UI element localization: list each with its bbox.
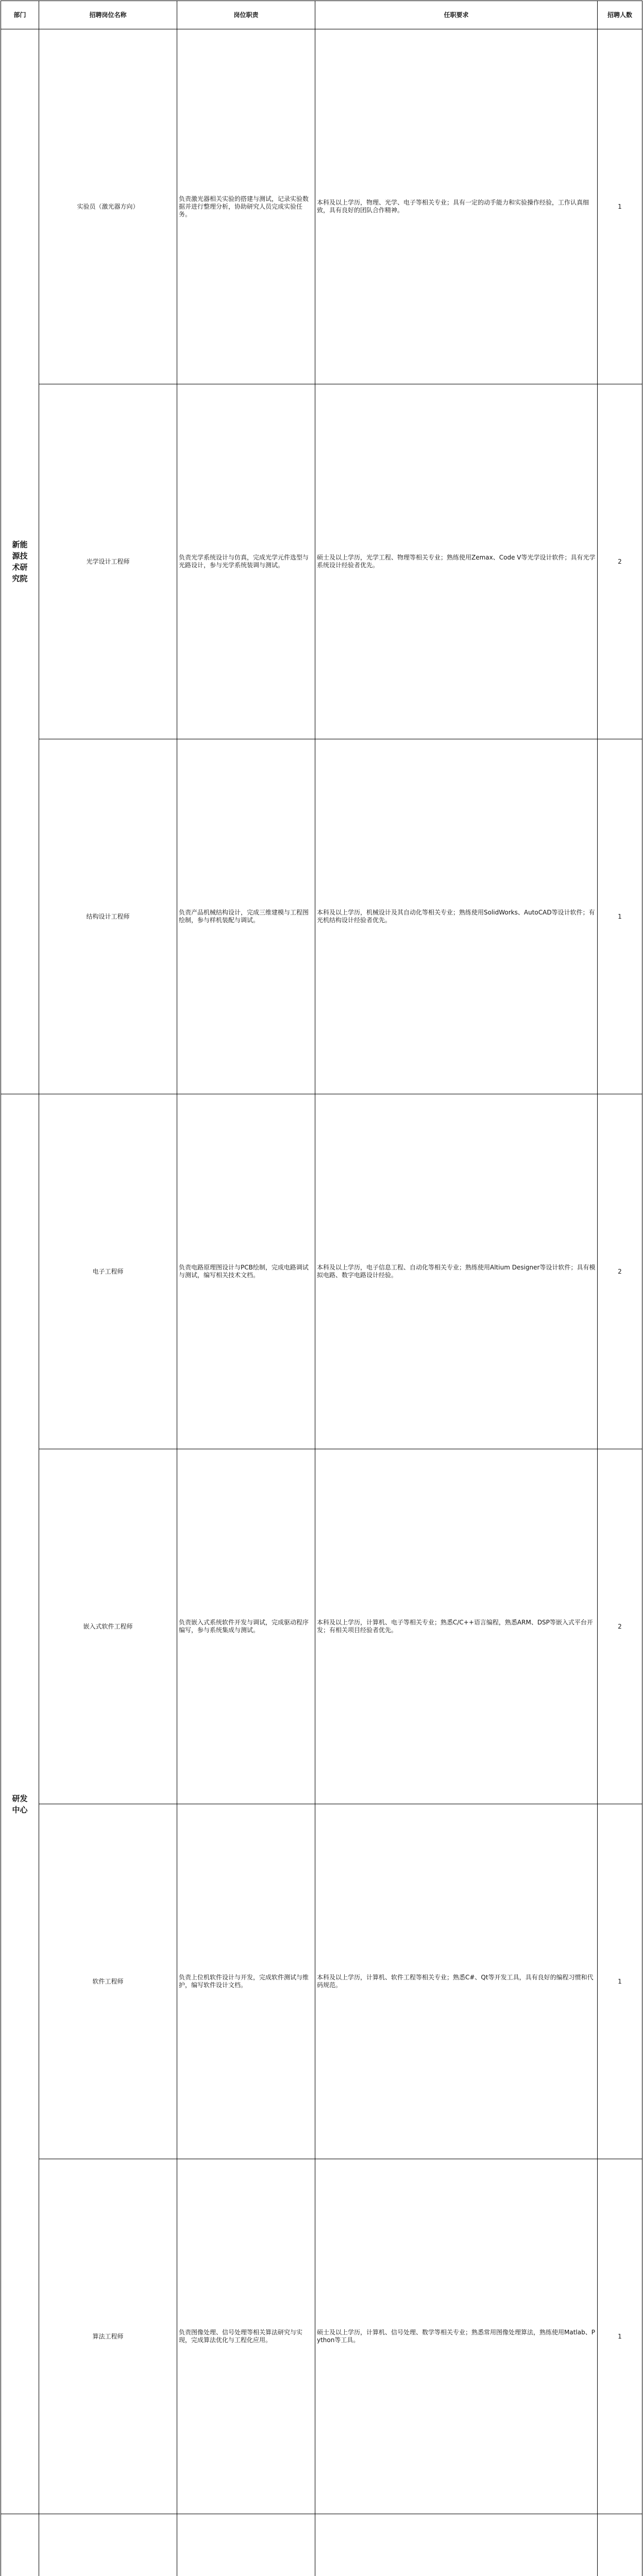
count-cell: 1 bbox=[598, 739, 642, 1094]
count-cell bbox=[598, 2514, 642, 2576]
requirements-cell: 本科及以上学历，计算机、软件工程等相关专业；熟悉C#、Qt等开发工具，具有良好的编程习惯和代码规范。 bbox=[315, 1804, 598, 2159]
department-cell bbox=[1, 2514, 39, 2576]
table-row bbox=[1, 2514, 642, 2576]
duty-cell: 负责光学系统设计与仿真，完成光学元件选型与光路设计，参与光学系统装调与测试。 bbox=[177, 384, 315, 739]
header-requirements: 任职要求 bbox=[315, 1, 598, 29]
header-count: 招聘人数 bbox=[598, 1, 642, 29]
count-cell: 2 bbox=[598, 1449, 642, 1804]
header-duty: 岗位职责 bbox=[177, 1, 315, 29]
table-body bbox=[1, 29, 642, 2576]
position-cell: 电子工程师 bbox=[39, 1094, 177, 1449]
table-row bbox=[1, 1449, 642, 1804]
position-cell bbox=[39, 2514, 177, 2576]
duty-cell: 负责图像处理、信号处理等相关算法研究与实现，完成算法优化与工程化应用。 bbox=[177, 2159, 315, 2514]
requirements-cell bbox=[315, 2514, 598, 2576]
header-position: 招聘岗位名称 bbox=[39, 1, 177, 29]
duty-cell: 负责电路原理图设计与PCB绘制，完成电路调试与测试，编写相关技术文档。 bbox=[177, 1094, 315, 1449]
requirements-cell: 本科及以上学历，计算机、电子等相关专业；熟悉C/C++语言编程，熟悉ARM、DSP等嵌入式平台开发；有相关项目经验者优先。 bbox=[315, 1449, 598, 1804]
department-cell: 新能源技术研究院 bbox=[1, 29, 39, 1094]
requirements-cell: 本科及以上学历，电子信息工程、自动化等相关专业；熟练使用Altium Designer等设计软件；具有模拟电路、数字电路设计经验。 bbox=[315, 1094, 598, 1449]
requirements-cell: 硕士及以上学历，光学工程、物理等相关专业；熟练使用Zemax、Code V等光学设计软件；具有光学系统设计经验者优先。 bbox=[315, 384, 598, 739]
count-cell: 1 bbox=[598, 1804, 642, 2159]
requirements-cell: 本科及以上学历，机械设计及其自动化等相关专业；熟练使用SolidWorks、AutoCAD等设计软件；有光机结构设计经验者优先。 bbox=[315, 739, 598, 1094]
duty-cell bbox=[177, 2514, 315, 2576]
duty-cell: 负责激光器相关实验的搭建与测试，记录实验数据并进行整理分析，协助研究人员完成实验任务。 bbox=[177, 29, 315, 384]
count-cell: 2 bbox=[598, 1094, 642, 1449]
table-header-row bbox=[1, 1, 642, 29]
count-cell: 1 bbox=[598, 2159, 642, 2514]
recruitment-table bbox=[1, 1, 642, 2576]
header-department: 部门 bbox=[1, 1, 39, 29]
table-row bbox=[1, 1094, 642, 1449]
position-cell: 实验员（激光器方向） bbox=[39, 29, 177, 384]
table-row bbox=[1, 1804, 642, 2159]
position-cell: 光学设计工程师 bbox=[39, 384, 177, 739]
table-row bbox=[1, 29, 642, 384]
table-row bbox=[1, 739, 642, 1094]
duty-cell: 负责产品机械结构设计，完成三维建模与工程图绘制，参与样机装配与调试。 bbox=[177, 739, 315, 1094]
table-row bbox=[1, 2159, 642, 2514]
position-cell: 结构设计工程师 bbox=[39, 739, 177, 1094]
requirements-cell: 硕士及以上学历，计算机、信号处理、数学等相关专业；熟悉常用图像处理算法，熟练使用Matlab、Python等工具。 bbox=[315, 2159, 598, 2514]
count-cell: 2 bbox=[598, 384, 642, 739]
position-cell: 软件工程师 bbox=[39, 1804, 177, 2159]
count-cell: 1 bbox=[598, 29, 642, 384]
duty-cell: 负责嵌入式系统软件开发与调试，完成驱动程序编写，参与系统集成与测试。 bbox=[177, 1449, 315, 1804]
table-row bbox=[1, 384, 642, 739]
department-cell: 研发中心 bbox=[1, 1094, 39, 2514]
position-cell: 嵌入式软件工程师 bbox=[39, 1449, 177, 1804]
position-cell: 算法工程师 bbox=[39, 2159, 177, 2514]
duty-cell: 负责上位机软件设计与开发，完成软件测试与维护，编写软件设计文档。 bbox=[177, 1804, 315, 2159]
requirements-cell: 本科及以上学历，物理、光学、电子等相关专业；具有一定的动手能力和实验操作经验，工作认真细致，具有良好的团队合作精神。 bbox=[315, 29, 598, 384]
